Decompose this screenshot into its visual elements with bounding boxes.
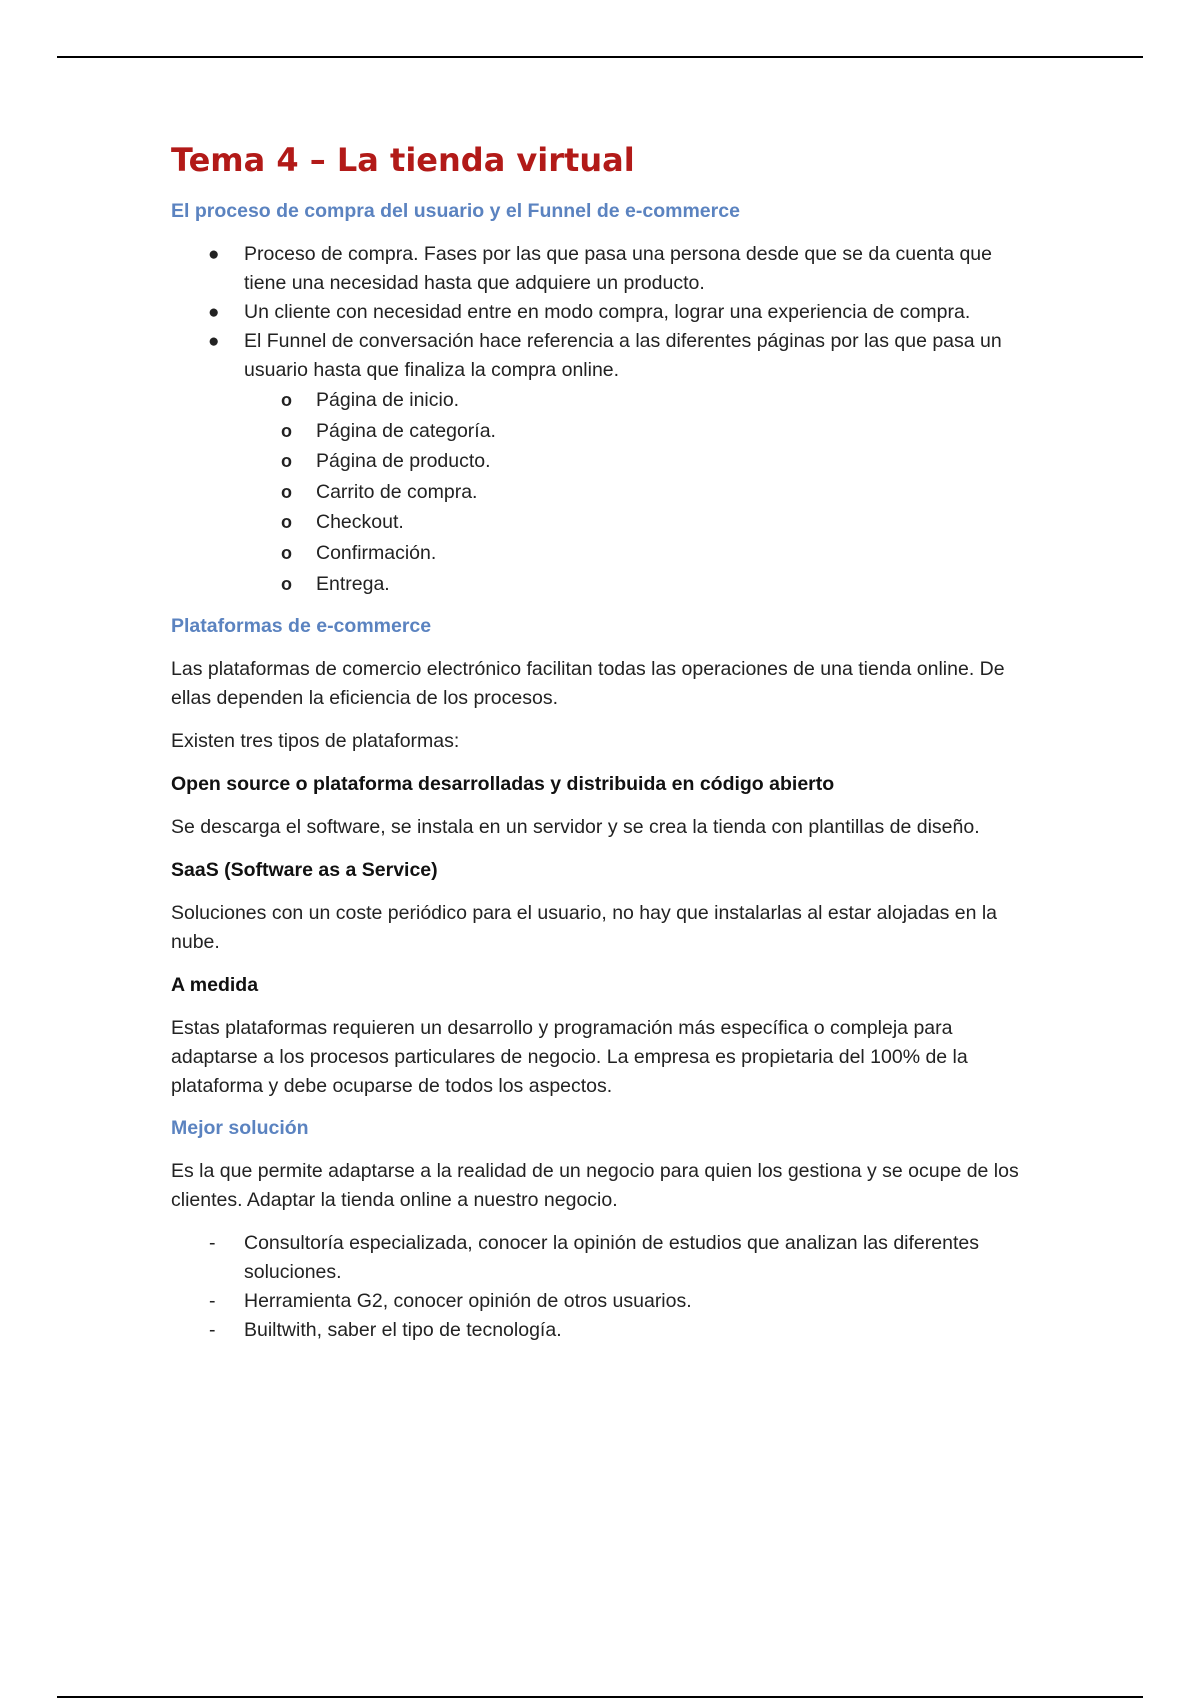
list-item <box>171 1287 1021 1316</box>
list-item-text: El Funnel de conversación hace referencia a las diferentes páginas por las que pasa un usuario hasta que finaliza la compra online. <box>244 330 1002 381</box>
sub-list-item-text: Página de producto. <box>316 450 491 473</box>
bullet-icon: ● <box>208 331 220 352</box>
platform-type-saas-text: Soluciones con un coste periódico para el usuario, no hay que instalarlas al estar alojadas en la nube. <box>171 902 998 954</box>
sub-list-item-text: Página de categoría. <box>316 419 496 442</box>
best-solution-intro: Es la que permite adaptarse a la realidad de un negocio para quien los gestiona y se ocupe de los clientes. Adaptar la tienda online a nuestro negocio. <box>171 1160 1019 1212</box>
funnel-pages-list <box>244 385 1021 599</box>
dash-icon: - <box>209 1232 216 1255</box>
sub-list-item <box>244 569 1021 600</box>
sub-list-item <box>244 507 1021 538</box>
bullet-icon: ● <box>208 244 220 265</box>
sub-list-item <box>244 416 1021 447</box>
header-rule <box>57 56 1143 58</box>
sub-list-item-text: Confirmación. <box>316 541 437 564</box>
circle-bullet-icon: o <box>281 451 292 472</box>
list-item-text: Proceso de compra. Fases por las que pasa una persona desde que se da cuenta que tiene una necesidad hasta que adquiere un producto. <box>244 243 992 294</box>
section-heading-platforms: Plataformas de e-commerce <box>171 615 432 638</box>
list-item <box>171 327 1021 599</box>
document-page <box>171 140 1021 1359</box>
list-item-text: Consultoría especializada, conocer la opinión de estudios que analizan las diferentes soluciones. <box>244 1232 979 1284</box>
platform-types-intro: Existen tres tipos de plataformas: <box>171 730 460 753</box>
sub-list-item <box>244 477 1021 508</box>
sub-list-item <box>244 385 1021 416</box>
dash-icon: - <box>209 1290 216 1313</box>
circle-bullet-icon: o <box>281 512 292 533</box>
footer-rule <box>57 1696 1143 1698</box>
platforms-intro: Las plataformas de comercio electrónico facilitan todas las operaciones de una tienda online. De ellas dependen la eficiencia de los procesos. <box>171 658 1005 710</box>
best-solution-list <box>171 1229 1021 1345</box>
platform-type-saas-heading: SaaS (Software as a Service) <box>171 859 438 882</box>
sub-list-item <box>244 446 1021 477</box>
circle-bullet-icon: o <box>281 420 292 441</box>
dash-icon: - <box>209 1319 216 1342</box>
platform-type-custom-heading: A medida <box>171 974 259 997</box>
bullet-icon: ● <box>208 302 220 323</box>
list-item <box>171 240 1021 298</box>
list-item <box>171 1229 1021 1287</box>
sub-list-item-text: Carrito de compra. <box>316 480 478 503</box>
platform-type-open-source-text: Se descarga el software, se instala en un servidor y se crea la tienda con plantillas de diseño. <box>171 816 980 839</box>
list-item-text: Builtwith, saber el tipo de tecnología. <box>244 1319 562 1342</box>
sub-list-item <box>244 538 1021 569</box>
section-heading-best-solution: Mejor solución <box>171 1117 309 1140</box>
circle-bullet-icon: o <box>281 390 292 410</box>
sub-list-item-text: Checkout. <box>316 511 404 534</box>
list-item <box>171 1316 1021 1345</box>
section-heading-purchase-process: El proceso de compra del usuario y el Funnel de e-commerce <box>171 200 740 222</box>
platform-type-open-source-heading: Open source o plataforma desarrolladas y distribuida en código abierto <box>171 773 835 796</box>
list-item-text: Un cliente con necesidad entre en modo compra, lograr una experiencia de compra. <box>244 301 971 323</box>
circle-bullet-icon: o <box>281 481 292 502</box>
circle-bullet-icon: o <box>281 542 292 563</box>
list-item <box>171 298 1021 327</box>
sub-list-item-text: Entrega. <box>316 572 390 595</box>
platform-type-custom-text: Estas plataformas requieren un desarrollo y programación más específica o compleja para adaptarse a los procesos particulares de negocio. La empresa es propietaria del 100% de la plataforma y debe ocuparse de todos los aspectos. <box>171 1017 968 1098</box>
page-title: Tema 4 – La tienda virtual <box>171 141 635 179</box>
list-item-text: Herramienta G2, conocer opinión de otros usuarios. <box>244 1290 692 1313</box>
sub-list-item-text: Página de inicio. <box>316 389 460 411</box>
circle-bullet-icon: o <box>281 573 292 594</box>
purchase-process-list <box>171 240 1021 599</box>
